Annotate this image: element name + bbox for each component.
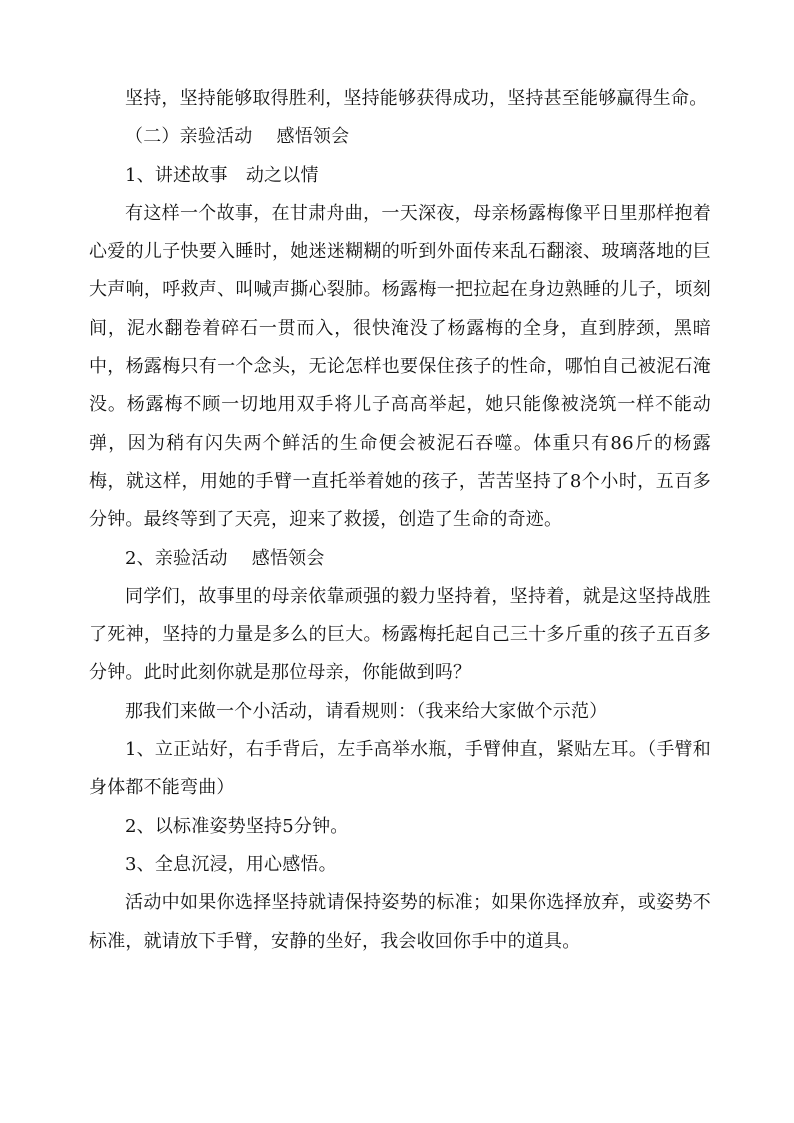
paragraph-activity-note: 活动中如果你选择坚持就请保持姿势的标准；如果你选择放弃，或姿势不标准，就请放下手臂，安静的坐好，我会收回你手中的道具。	[89, 892, 711, 952]
rule-item-1: 1、立正站好，右手背后，左手高举水瓶，手臂伸直，紧贴左耳。（手臂和身体都不能弯曲）	[89, 739, 711, 799]
paragraph-reflection: 同学们，故事里的母亲依靠顽强的毅力坚持着，坚持着，就是这坚持战胜了死神，坚持的力量是多么的巨大。杨露梅托起自己三十多斤重的孩子五百多分钟。此时此刻你就是那位母亲，你能做到吗？	[89, 585, 711, 684]
document-body	[89, 80, 711, 961]
subheading-story: 1、讲述故事 动之以情	[125, 164, 319, 186]
rule-item-2: 2、以标准姿势坚持5分钟。	[125, 815, 349, 837]
paragraph-intro-conclusion: 坚持，坚持能够取得胜利，坚持能够获得成功，坚持甚至能够赢得生命。	[125, 88, 708, 109]
paragraph-story: 有这样一个故事，在甘肃舟曲，一天深夜，母亲杨露梅像平日里那样抱着心爱的儿子快要入睡时，她迷迷糊糊的听到外面传来乱石翻滚、玻璃落地的巨大声响，呼救声、叫喊声撕心裂肺。杨露梅一把拉起在身边熟睡的儿子，顷刻间，泥水翻卷着碎石一贯而入，很快淹没了杨露梅的全身，直到脖颈，黑暗中，杨露梅只有一个念头，无论怎样也要保住孩子的性命，哪怕自己被泥石淹没。杨露梅不顾一切地用双手将儿子高高举起，她只能像被浇筑一样不能动弹，因为稍有闪失两个鲜活的生命便会被泥石吞噬。体重只有86斤的杨露梅，就这样，用她的手臂一直托举着她的孩子，苦苦坚持了8个小时，五百多分钟。最终等到了天亮，迎来了救援，创造了生命的奇迹。	[89, 202, 711, 531]
paragraph-activity-intro: 那我们来做一个小活动，请看规则：（我来给大家做个示范）	[125, 700, 608, 722]
subheading-experience: 2、亲验活动 感悟领会	[125, 547, 325, 569]
rule-item-3: 3、全息沉浸，用心感悟。	[125, 853, 337, 875]
section-heading-activity: （二）亲验活动 感悟领会	[125, 126, 350, 148]
